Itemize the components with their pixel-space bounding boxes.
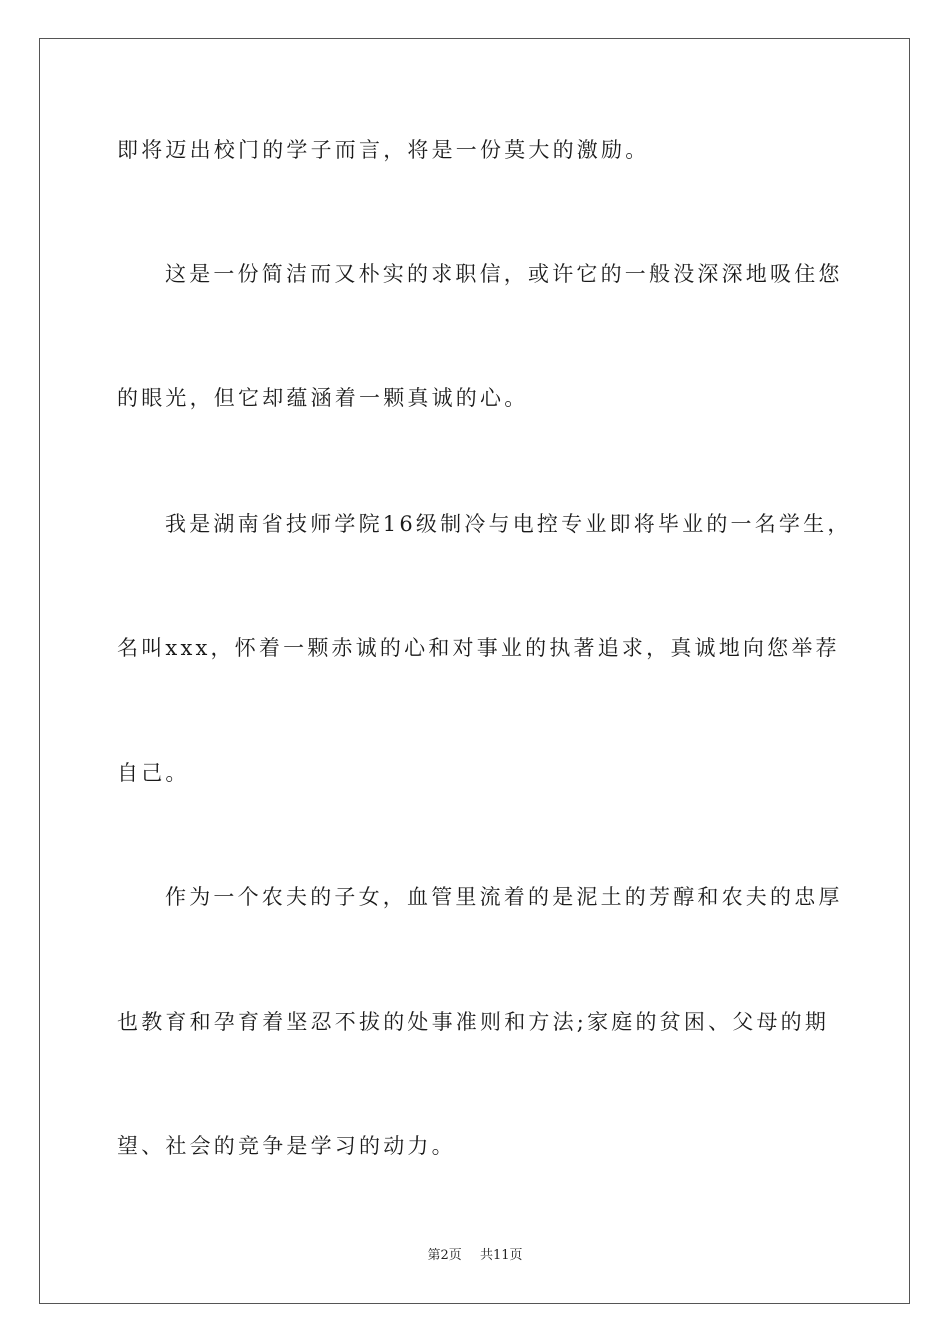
text-line: 作为一个农夫的子女，血管里流着的是泥土的芳醇和农夫的忠厚 — [165, 885, 843, 909]
text-line: 即将迈出校门的学子而言，将是一份莫大的激励。 — [117, 138, 650, 162]
text-line: 我是湖南省技师学院16级制冷与电控专业即将毕业的一名学生， — [165, 512, 852, 536]
text-line: 自己。 — [117, 761, 190, 785]
text-line: 望、社会的竞争是学习的动力。 — [117, 1134, 456, 1158]
text-line: 的眼光，但它却蕴涵着一颗真诚的心。 — [117, 386, 529, 410]
page-total: 共11页 — [479, 1248, 523, 1263]
page-number: 第2页 — [427, 1248, 462, 1263]
text-line: 这是一份简洁而又朴实的求职信，或许它的一般没深深地吸住您 — [165, 262, 843, 286]
text-line: 名叫xxx，怀着一颗赤诚的心和对事业的执著追求，真诚地向您举荐 — [117, 636, 840, 660]
text-line: 也教育和孕育着坚忍不拔的处事准则和方法;家庭的贫困、父母的期 — [117, 1010, 830, 1034]
page-frame — [39, 38, 910, 1304]
page-footer — [0, 1247, 950, 1265]
